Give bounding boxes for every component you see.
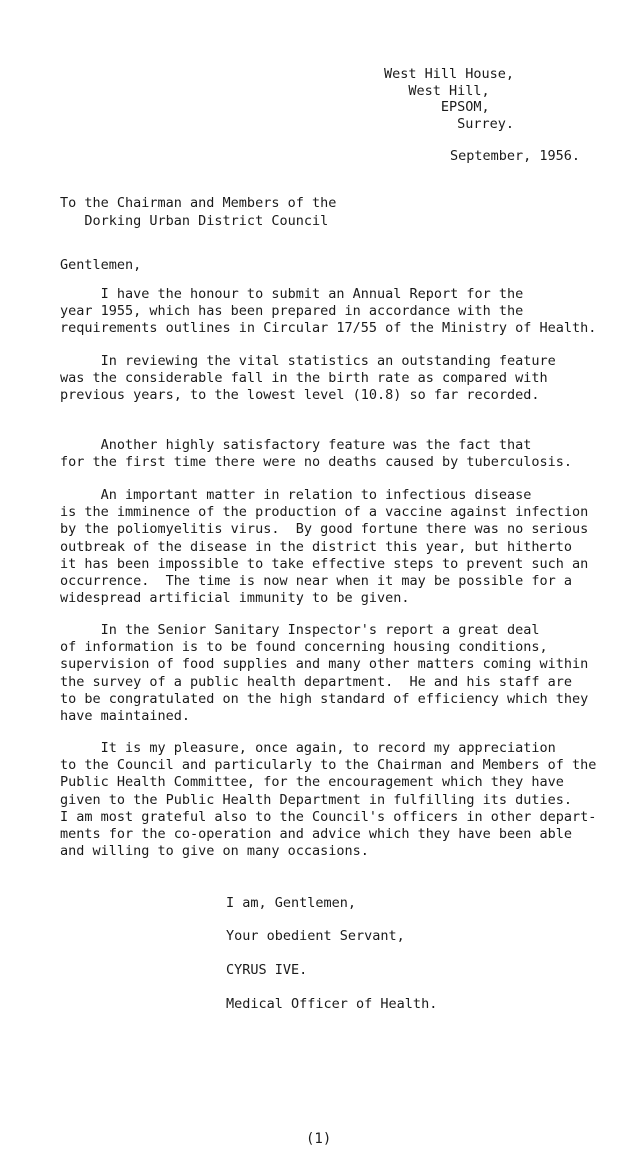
closing-servant: Your obedient Servant, (226, 928, 405, 944)
sender-address (384, 66, 514, 132)
signature-title: Medical Officer of Health. (226, 996, 438, 1012)
address-line: EPSOM, (384, 99, 490, 115)
recipient-line: To the Chairman and Members of the (60, 195, 337, 211)
closing-line: I am, Gentlemen, (226, 895, 357, 911)
signature-name: CYRUS IVE. (226, 962, 308, 978)
address-line: West Hill, (384, 82, 490, 99)
address-line: West Hill House, (384, 66, 515, 82)
paragraph-vital-statistics: In reviewing the vital statistics an outstanding feature was the considerable fall in the birth rate as compared with previous years, to the lowest level (10.8) so far recorded. (60, 353, 556, 404)
paragraph-sanitary-inspector: In the Senior Sanitary Inspector's report a great deal of information is to be found concerning housing conditions, supervision of food supplies and many other matters coming within the survey of a public health department. He and his staff are to be congratulated on the high standard of efficiency which they have maintained. (60, 622, 589, 725)
paragraph-poliomyelitis: An important matter in relation to infectious disease is the imminence of the production of a vaccine against infection by the poliomyelitis virus. By good fortune there was no serious outbreak of the disease in the district this year, but hitherto it has been impossible to take effective steps to prevent such an occurrence. The time is now near when it may be possible for a widespread artificial immunity to be given. (60, 487, 589, 607)
letter-date: September, 1956. (450, 148, 581, 164)
recipient-block (60, 195, 336, 230)
paragraph-tuberculosis: Another highly satisfactory feature was the fact that for the first time there were no deaths caused by tuberculosis. (60, 437, 573, 471)
paragraph-introduction: I have the honour to submit an Annual Report for the year 1955, which has been prepared in accordance with the requirements outlines in Circular 17/55 of the Ministry of Health. (60, 286, 597, 337)
page-number: (1) (306, 1131, 332, 1147)
address-line: Surrey. (384, 115, 515, 132)
paragraph-appreciation: It is my pleasure, once again, to record my appreciation to the Council and particularly to the Chairman and Members of the Public Health Committee, for the encouragement which they have given to the Public Health Department in fulfilling its duties. I am most grateful also to the Council's officers in other depart- ments for the co-operation and advice which they have been able and willing to give on many occasions. (60, 740, 597, 860)
recipient-line: Dorking Urban District Council (60, 212, 329, 229)
salutation: Gentlemen, (60, 257, 142, 273)
